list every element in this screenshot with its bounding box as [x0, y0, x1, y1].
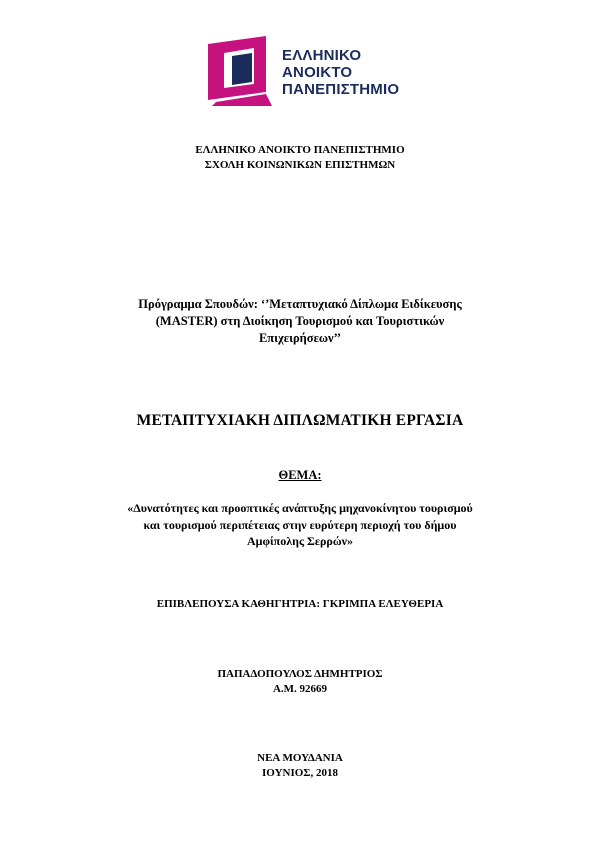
- logo-line-1: ΕΛΛΗΝΙΚΟ: [282, 47, 362, 64]
- date: ΙΟΥΝΙΟΣ, 2018: [262, 767, 338, 779]
- university-name: ΕΛΛΗΝΙΚΟ ΑΝΟΙΚΤΟ ΠΑΝΕΠΙΣΤΗΜΙΟ: [195, 144, 405, 156]
- supervisor-text: ΕΠΙΒΛΕΠΟΥΣΑ ΚΑΘΗΓΗΤΡΙΑ: ΓΚΡΙΜΠΑ ΕΛΕΥΘΕΡΙΑ: [156, 598, 444, 610]
- author-info: [0, 667, 600, 697]
- subject-label: ΘΕΜΑ:: [278, 468, 322, 482]
- subject-heading: [0, 467, 600, 483]
- thesis-type-text: ΜΕΤΑΠΤΥΧΙΑΚΗ ΔΙΠΛΩΜΑΤΙΚΗ ΕΡΓΑΣΙΑ: [136, 412, 464, 429]
- subject-line-3: Αμφίπολης Σερρών»: [247, 534, 353, 548]
- place: ΝΕΑ ΜΟΥΔΑΝΙΑ: [257, 752, 343, 764]
- university-logo-icon: [208, 36, 274, 106]
- logo-wordmark: [282, 47, 399, 98]
- program-line-2: (MASTER) στη Διοίκηση Τουρισμού και Τουριστικών: [155, 314, 445, 328]
- place-date: [0, 751, 600, 781]
- institution-header: [0, 143, 600, 173]
- program-line-3: Επιχειρήσεων’’: [258, 331, 342, 345]
- logo-line-3: ΠΑΝΕΠΙΣΤΗΜΙΟ: [282, 81, 400, 98]
- university-logo: [208, 36, 398, 108]
- subject-line-1: «Δυνατότητες και προοπτικές ανάπτυξης μηχανοκίνητου τουρισμού: [127, 501, 473, 515]
- thesis-subject: [40, 500, 560, 550]
- supervisor: [0, 597, 600, 611]
- author-id: Α.Μ. 92669: [272, 683, 328, 695]
- school-name: ΣΧΟΛΗ ΚΟΙΝΩΝΙΚΩΝ ΕΠΙΣΤΗΜΩΝ: [204, 159, 396, 171]
- author-name: ΠΑΠΑΔΟΠΟΥΛΟΣ ΔΗΜΗΤΡΙΟΣ: [217, 668, 383, 680]
- logo-line-2: ΑΝΟΙΚΤΟ: [282, 64, 353, 81]
- subject-line-2: και τουρισμού περιπέτειας στην ευρύτερη περιοχή του δήμου: [143, 517, 457, 532]
- program-line-1: Πρόγραμμα Σπουδών: ‘’Μεταπτυχιακό Δίπλωμα Ειδίκευσης: [138, 297, 462, 311]
- study-program: [40, 296, 560, 347]
- thesis-type: [0, 411, 600, 431]
